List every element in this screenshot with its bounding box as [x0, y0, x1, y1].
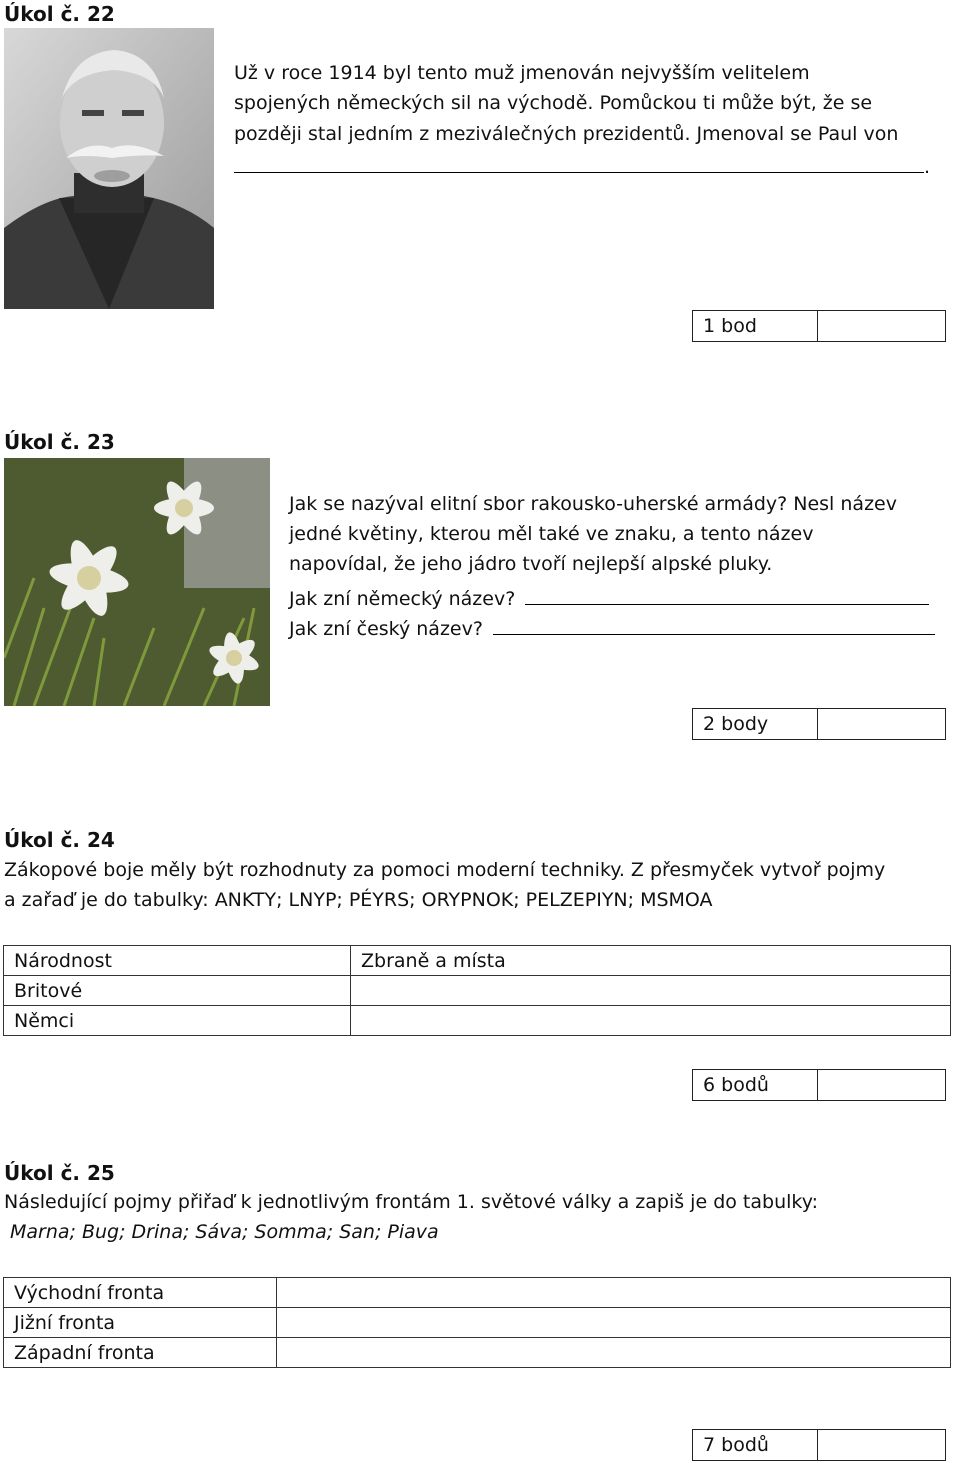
- task-24-table: [3, 945, 951, 1036]
- task-25-score-field[interactable]: [818, 1430, 945, 1460]
- task-22-score-label: 1 bod: [693, 311, 818, 341]
- table-answer-cell[interactable]: [277, 1308, 951, 1338]
- task-23-czech-question: [289, 614, 935, 640]
- table-cell: Západní fronta: [4, 1338, 277, 1368]
- task-24-text-line-2: a zařaď je do tabulky: ANKTY; LNYP; PÉYRS; ORYPNOK; PELZEPIYN; MSMOA: [4, 889, 713, 911]
- task-24-score-box: [692, 1069, 946, 1101]
- portrait-photo-icon: [4, 28, 214, 309]
- task-25-terms: Marna; Bug; Drina; Sáva; Somma; San; Piava: [10, 1221, 439, 1243]
- task-24-score-field[interactable]: [818, 1070, 945, 1100]
- task-23-german-question: [289, 584, 929, 610]
- task-24-text-line-1: Zákopové boje měly být rozhodnuty za pomoci moderní techniky. Z přesmyček vytvoř pojmy: [4, 859, 886, 881]
- task-22-heading: Úkol č. 22: [4, 2, 115, 26]
- task-24-heading: Úkol č. 24: [4, 828, 115, 852]
- table-cell: Východní fronta: [4, 1278, 277, 1308]
- task-22-text-line-3: později stal jedním z meziválečných prezidentů. Jmenoval se Paul von: [234, 123, 899, 145]
- edelweiss-photo-icon: [4, 458, 270, 706]
- table-cell: Národnost: [4, 946, 351, 976]
- table-row: [4, 1006, 951, 1036]
- table-cell: Němci: [4, 1006, 351, 1036]
- table-answer-cell[interactable]: [351, 976, 951, 1006]
- table-row: [4, 1278, 951, 1308]
- table-answer-cell[interactable]: [277, 1338, 951, 1368]
- table-cell: Jižní fronta: [4, 1308, 277, 1338]
- task-25-score-box: [692, 1429, 946, 1461]
- task-23-heading: Úkol č. 23: [4, 430, 115, 454]
- table-row: [4, 1308, 951, 1338]
- task-22-answer-blank[interactable]: [234, 152, 924, 173]
- task-23-czech-question-text: Jak zní český název?: [289, 618, 483, 640]
- task-23-score-box: [692, 708, 946, 740]
- task-23-score-field[interactable]: [818, 709, 945, 739]
- table-row: [4, 946, 951, 976]
- task-23-text-line-1: Jak se nazýval elitní sbor rakousko-uherské armády? Nesl název: [289, 493, 897, 515]
- task-22-text-line-1: Už v roce 1914 byl tento muž jmenován nejvyšším velitelem: [234, 62, 810, 84]
- table-cell: Britové: [4, 976, 351, 1006]
- table-cell: Zbraně a místa: [351, 946, 951, 976]
- table-row: [4, 1338, 951, 1368]
- task-25-score-label: 7 bodů: [693, 1430, 818, 1460]
- task-23-text-line-3: napovídal, že jeho jádro tvoří nejlepší alpské pluky.: [289, 553, 773, 575]
- task-23-german-answer-blank[interactable]: [525, 584, 929, 605]
- task-24-score-label: 6 bodů: [693, 1070, 818, 1100]
- task-22-text-line-2: spojených německých sil na východě. Pomůckou ti může být, že se: [234, 92, 873, 114]
- task-25-heading: Úkol č. 25: [4, 1161, 115, 1185]
- task-23-score-label: 2 body: [693, 709, 818, 739]
- task-22-answer-period: .: [924, 156, 931, 178]
- task-25-text-line: Následující pojmy přiřaď k jednotlivým frontám 1. světové války a zapiš je do tabulky:: [4, 1191, 818, 1213]
- task-23-czech-answer-blank[interactable]: [493, 614, 935, 635]
- task-23-text-line-2: jedné květiny, kterou měl také ve znaku, a tento název: [289, 523, 814, 545]
- table-answer-cell[interactable]: [277, 1278, 951, 1308]
- task-22-score-box: [692, 310, 946, 342]
- task-23-german-question-text: Jak zní německý název?: [289, 588, 516, 610]
- task-22-answer-line[interactable]: [234, 152, 930, 178]
- table-answer-cell[interactable]: [351, 1006, 951, 1036]
- table-row: [4, 976, 951, 1006]
- task-25-table: [3, 1277, 951, 1368]
- task-22-score-field[interactable]: [818, 311, 945, 341]
